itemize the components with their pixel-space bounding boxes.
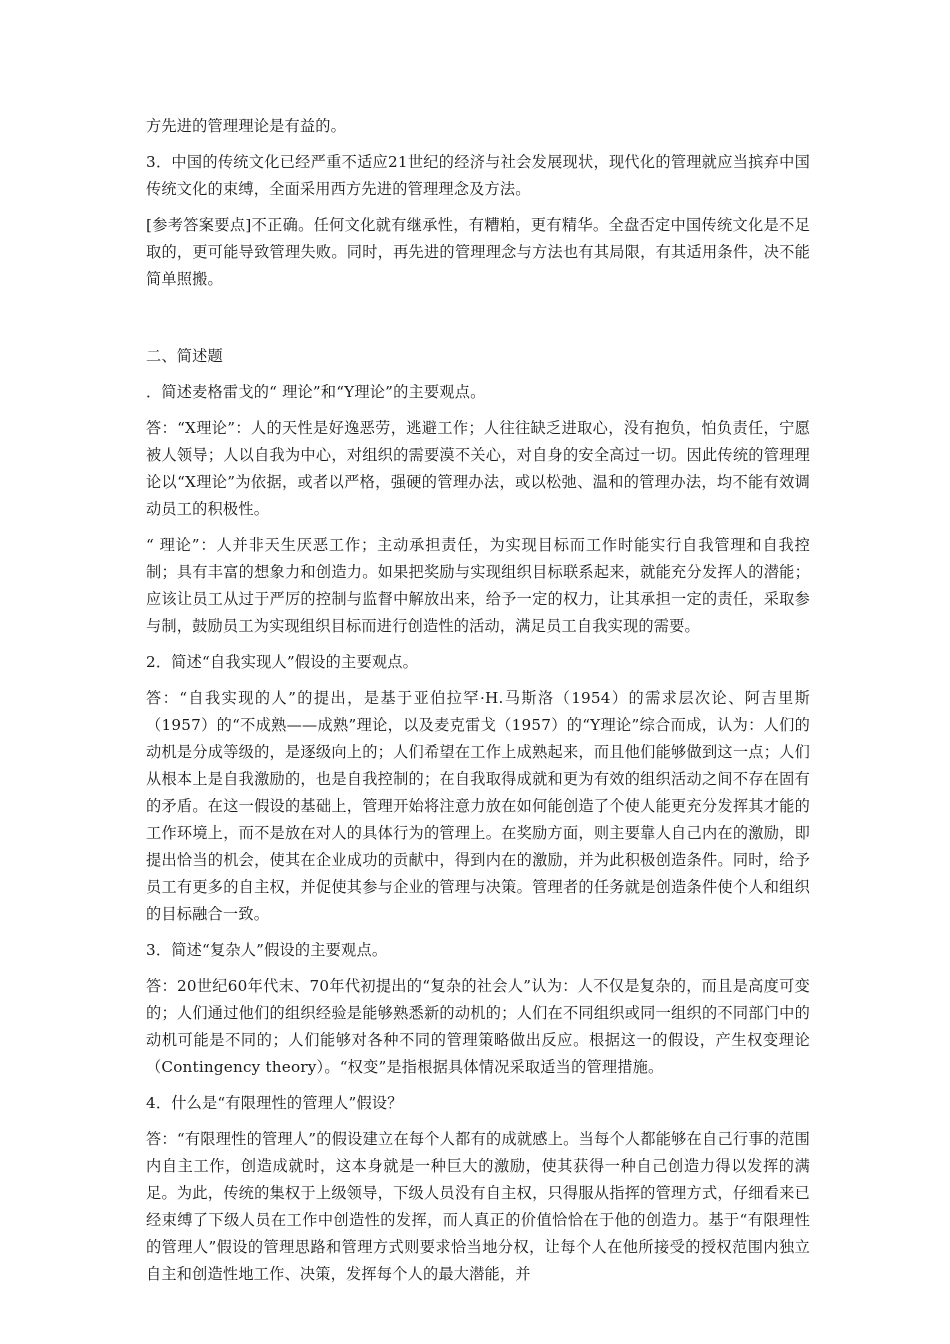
answer-3-complex-man: 答：20世纪60年代末、70年代初提出的“复杂的社会人”认为：人不仅是复杂的，而且是高度可变的；人们通过他们的组织经验是能够熟悉新的动机的；人们在不同组织或同一组织的不同部门中的动机可能是不同的；人们能够对各种不同的管理策略做出反应。根据这一的假设，产生权变理论（Contingency theory）。“权变”是指根据具体情况采取适当的管理措施。 — [146, 977, 810, 1076]
paragraph-continuation: 方先进的管理理论是有益的。 — [146, 117, 347, 135]
question-3: 3．中国的传统文化已经严重不适应21世纪的经济与社会发展现状，现代化的管理就应当摈弃中国传统文化的束缚，全面采用西方先进的管理理念及方法。 — [146, 153, 810, 198]
short-question-4: 4．什么是“有限理性的管理人”假设？ — [146, 1094, 403, 1112]
answer-2: 答：“自我实现的人”的提出，是基于亚伯拉罕·H.马斯洛（1954）的需求层次论、阿吉里斯（1957）的“不成熟——成熟”理论，以及麦克雷戈（1957）的“Y理论”综合而成，认为：人们的动机是分成等级的，是逐级向上的；人们希望在工作上成熟起来，而且他们能够做到这一点；人们从根本上是自我激励的，也是自我控制的；在自我取得成就和更为有效的组织活动之间不存在固有的矛盾。在这一假设的基础上，管理开始将注意力放在如何能创造了个使人能更充分发挥其才能的工作环境上，而不是放在对人的具体行为的管理上。在奖励方面，则主要靠人自己内在的激励，即提出恰当的机会，使其在企业成功的贡献中，得到内在的激励，并为此积极创造条件。同时，给予员工有更多的自主权，并促使其参与企业的管理与决策。管理者的任务就是创造条件使个人和组织的目标融合一致。 — [146, 689, 810, 923]
answer-1-x-theory: 答：“X理论”：人的天性是好逸恶劳，逃避工作；人往往缺乏进取心，没有抱负，怕负责任，宁愿被人领导；人以自我为中心，对组织的需要漠不关心，对自身的安全高过一切。因此传统的管理理论以“X理论”为依据，或者以严格，强硬的管理办法，或以松弛、温和的管理办法，均不能有效调动员工的积极性。 — [146, 419, 810, 518]
answer-1-y-theory: “ 理论”：人并非天生厌恶工作；主动承担责任，为实现目标而工作时能实行自我管理和自我控制；具有丰富的想象力和创造力。如果把奖励与实现组织目标联系起来，就能充分发挥人的潜能；应该让员工从过于严厉的控制与监督中解放出来，给予一定的权力，让其承担一定的责任，采取参与制，鼓励员工为实现组织目标而进行创造性的活动，满足员工自我实现的需要。 — [146, 536, 810, 635]
section-heading: 二、简述题 — [146, 347, 223, 365]
short-question-1: ．简述麦格雷戈的“ 理论”和“Y理论”的主要观点。 — [146, 383, 486, 401]
answer-4: 答：“有限理性的管理人”的假设建立在每个人都有的成就感上。当每个人都能够在自己行事的范围内自主工作，创造成就时，这本身就是一种巨大的激励，使其获得一种自己创造力得以发挥的满足。为此，传统的集权于上级领导，下级人员没有自主权，只得服从指挥的管理方式，仔细看来已经束缚了下级人员在工作中创造性的发挥，而人真正的价值恰恰在于他的创造力。基于“有限理性的管理人”假设的管理思路和管理方式则要求恰当地分权，让每个人在他所接受的授权范围内独立自主和创造性地工作、决策，发挥每个人的最大潜能，并 — [146, 1130, 810, 1283]
short-question-2: 2．简述“自我实现人”假设的主要观点。 — [146, 653, 418, 671]
answer-3: [参考答案要点]不正确。任何文化就有继承性，有糟粕，更有精华。全盘否定中国传统文化是不足取的，更可能导致管理失败。同时，再先进的管理理念与方法也有其局限，有其适用条件，决不能简单照搬。 — [146, 216, 810, 288]
short-question-3: 3．简述“复杂人”假设的主要观点。 — [146, 941, 388, 959]
document-page — [146, 113, 810, 1288]
